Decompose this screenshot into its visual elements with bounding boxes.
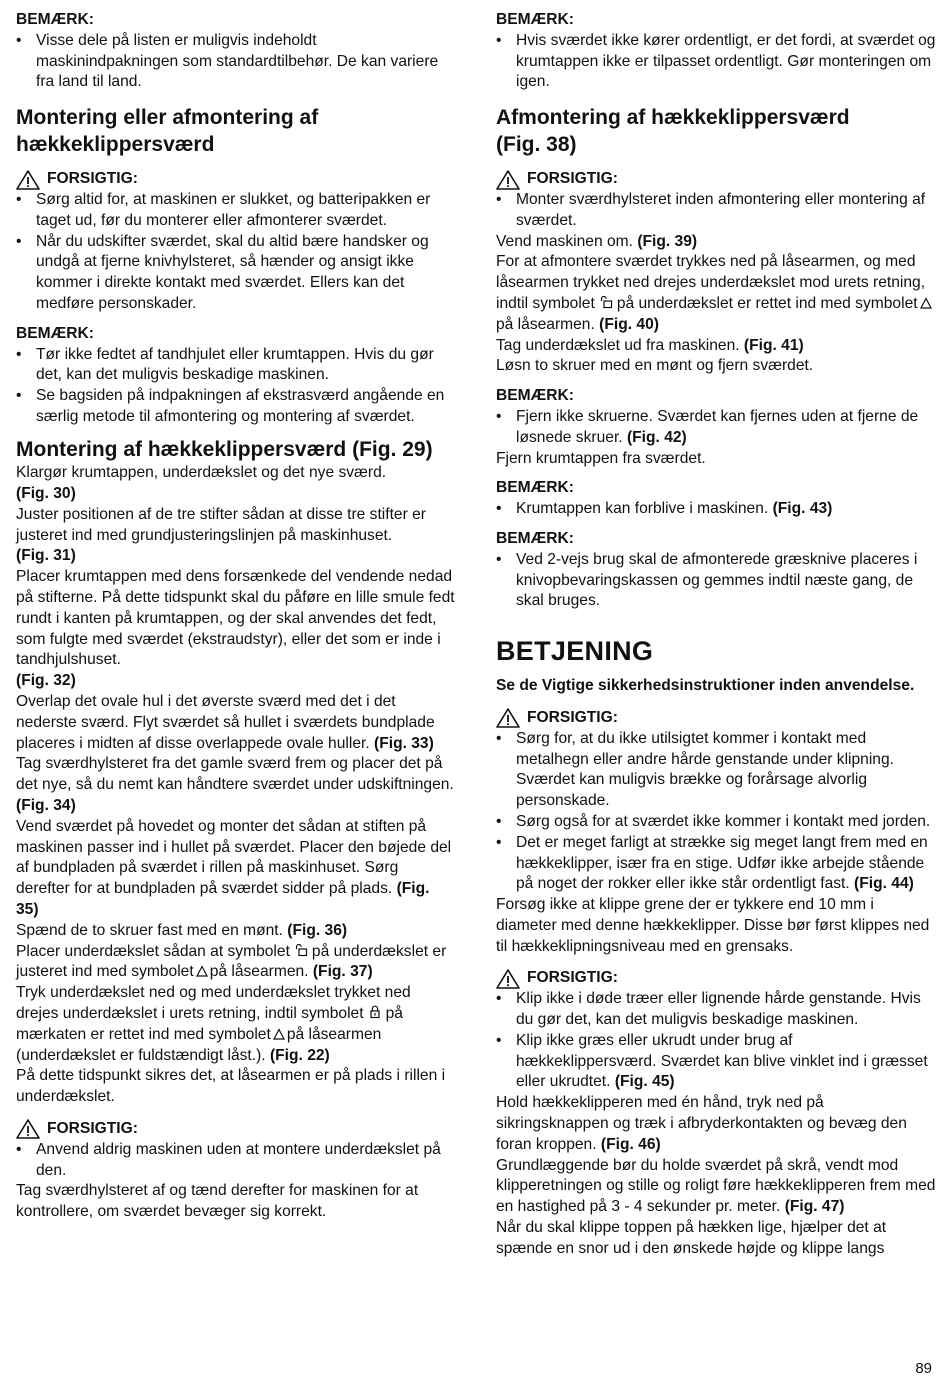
caution-list — [16, 1140, 456, 1182]
page-number: 89 — [915, 1360, 932, 1377]
paragraph-text: Spænd de to skruer fast med en mønt. — [16, 921, 283, 939]
list-item: • Sørg altid for, at maskinen er slukket, og batteripakken er taget ud, før du monterer eller afmonterer sværdet. — [16, 190, 456, 232]
paragraph-text: Placer krumtappen med dens forsænkede del vendende nedad på stifterne. På dette tidspunkt skal du påføre en lille smule fedt rundt i kanten på krumtappen, og der skal anvendes det fedt, som fulgte med sværdet (ekstraudstyr), eller det som er inde i tandhjulshuset. — [16, 568, 455, 669]
figure-ref: (Fig. 41) — [743, 336, 804, 354]
caution-heading — [16, 169, 456, 190]
paragraph — [16, 942, 456, 984]
warning-triangle-icon — [16, 170, 40, 190]
list-item: • Ved 2-vejs brug skal de afmonterede græsknive placeres i knivopbevaringskassen og gemmes indtil næste gang, de skal bruges. — [496, 550, 936, 612]
list-item-text: Fjern ikke skruerne. Sværdet kan fjernes uden at fjerne de løsnede skruer. — [516, 407, 919, 446]
paragraph-text: Vend maskinen om. — [496, 232, 633, 250]
lock-symbol-icon — [368, 1005, 382, 1019]
paragraph-text: Klargør krumtappen, underdækslet og det nye sværd. — [16, 464, 387, 482]
list-item-text: Det er meget farligt at strække sig meget langt frem med en hækkeklipper, især fra en stige. Udfør ikke arbejde stående på noget der rokker eller ikke står ordentligt fast. — [516, 833, 928, 893]
paragraph — [16, 463, 456, 505]
paragraph-text: på underdækslet er rettet ind med symbolet — [616, 294, 918, 312]
note-list — [16, 345, 456, 428]
list-item-text: Klip ikke græs eller ukrudt under brug af hækkeklippersværd. Sværdet kan blive vinklet ind i græsset eller ukrudtet. — [516, 1031, 928, 1091]
paragraph-text: på underdækslet er justeret ind med symbolet — [16, 942, 447, 981]
figure-ref: (Fig. 31) — [16, 547, 76, 565]
paragraph — [16, 983, 456, 1066]
paragraph-text: Tryk underdækslet ned og med underdækslet trykket ned drejes underdækslet i urets retning, indtil symbolet — [16, 984, 411, 1022]
paragraph-text: Tag underdækslet ud fra maskinen. — [496, 336, 740, 354]
caution-list — [496, 190, 936, 232]
figure-ref: (Fig. 40) — [599, 315, 659, 333]
warning-triangle-icon — [496, 170, 520, 190]
paragraph-text: Vend sværdet på hovedet og monter det sådan at stiften på maskinen passer ind i hullet på sværdet. Placer den bøjede del af bundpladen på sværdet i rillen på maskinhuset. Sørg derefter for at bundpladen på sværdet sidder på plads. — [16, 817, 452, 898]
caution-label: FORSIGTIG: — [527, 708, 618, 726]
list-item: • Når du udskifter sværdet, skal du altid bære handsker og undgå at fjerne knivhylsteret, så hænder og ansigt ikke kommer i direkte kontakt med sværdet. Ellers kan det medføre personskader. — [16, 232, 456, 315]
figure-ref: (Fig. 42) — [626, 428, 687, 446]
figure-ref: (Fig. 22) — [269, 1046, 330, 1064]
figure-ref: (Fig. 39) — [637, 232, 698, 250]
paragraph: Når du skal klippe toppen på hækken lige, hjælper det at spænde en snor ud i den ønskede højde og klippe langs — [496, 1219, 887, 1257]
paragraph — [16, 567, 456, 692]
paragraph: Fjern krumtappen fra sværdet. — [496, 449, 706, 467]
list-item — [496, 833, 936, 895]
caution-list — [496, 729, 936, 895]
caution-heading — [16, 1119, 456, 1140]
paragraph: På dette tidspunkt sikres det, at låsearmen er på plads i rillen i underdækslet. — [16, 1067, 446, 1106]
heading-text: (Fig. 38) — [496, 132, 577, 156]
note-list — [16, 31, 456, 93]
figure-ref: (Fig. 46) — [600, 1135, 661, 1153]
section-heading-mounting-unmounting: Montering eller afmontering af hækkeklippersværd — [16, 106, 319, 156]
paragraph-text: på låsearmen. — [496, 315, 595, 333]
paragraph — [496, 1093, 936, 1155]
list-item: • Tør ikke fedtet af tandhjulet eller krumtappen. Hvis du gør det, kan det muligvis beskadige maskinen. — [16, 345, 456, 387]
paragraph — [16, 505, 456, 567]
chapter-heading-operation: BETJENING — [496, 636, 654, 667]
paragraph — [496, 252, 936, 335]
list-item: • Se bagsiden på indpakningen af ekstrasværd angående en særlig metode til afmontering og montering af sværdet. — [16, 386, 456, 428]
paragraph — [496, 232, 936, 253]
figure-ref: (Fig. 33) — [374, 734, 434, 752]
caution-heading — [496, 968, 936, 989]
left-column — [16, 10, 456, 1223]
paragraph — [16, 754, 456, 816]
note-label: BEMÆRK: — [496, 529, 574, 547]
list-item: • Sørg også for at sværdet ikke kommer i kontakt med jorden. — [496, 812, 936, 833]
list-item-text: Krumtappen kan forblive i maskinen. — [516, 500, 769, 518]
safety-note: Se de Vigtige sikkerhedsinstruktioner inden anvendelse. — [496, 677, 915, 695]
paragraph-text: Hold hækkeklipperen med én hånd, tryk ned på sikringsknappen og træk i afbryderkontakten og bevæg den foran kroppen. — [496, 1094, 907, 1153]
paragraph: Tag sværdhylsteret af og tænd derefter for maskinen for at kontrollere, om sværdet bevæger sig korrekt. — [16, 1182, 419, 1221]
paragraph — [16, 692, 456, 754]
caution-label: FORSIGTIG: — [527, 969, 618, 987]
paragraph — [16, 921, 456, 942]
note-list — [496, 550, 936, 612]
note-list — [496, 31, 936, 93]
figure-ref: (Fig. 44) — [854, 875, 914, 893]
figure-ref: (Fig. 36) — [287, 921, 348, 939]
list-item: • Hvis sværdet ikke kører ordentligt, er det fordi, at sværdet og krumtappen ikke er tilpasset ordentligt. Gør monteringen om igen. — [496, 31, 936, 93]
warning-triangle-icon — [16, 1119, 40, 1139]
list-item: • Anvend aldrig maskinen uden at montere underdækslet på den. — [16, 1140, 456, 1182]
figure-ref: (Fig. 30) — [16, 485, 76, 503]
paragraph — [496, 1156, 936, 1218]
paragraph-text: Grundlæggende bør du holde sværdet på skrå, vendt mod klipperetningen og stille og roligt føre hækkeklipperen frem med en hastighed på 3 - 4 sekunder pr. meter. — [496, 1156, 936, 1216]
note-label: BEMÆRK: — [16, 11, 94, 28]
figure-ref: (Fig. 35) — [16, 880, 430, 918]
figure-ref: (Fig. 34) — [16, 797, 76, 814]
section-heading-mounting: Montering af hækkeklippersværd (Fig. 29) — [16, 437, 433, 461]
list-item: • Visse dele på listen er muligvis indeholdt maskinindpakningen som standardtilbehør. De kan variere fra land til land. — [16, 31, 456, 93]
paragraph — [16, 817, 456, 921]
warning-triangle-icon — [496, 708, 520, 728]
unlock-symbol-icon — [294, 943, 308, 957]
note-label: BEMÆRK: — [496, 11, 574, 28]
figure-ref: (Fig. 32) — [16, 672, 76, 690]
figure-ref: (Fig. 47) — [784, 1198, 845, 1216]
heading-text: Afmontering af hækkeklippersværd — [496, 106, 850, 130]
list-item — [496, 1031, 936, 1093]
paragraph: Forsøg ikke at klippe grene der er tykkere end 10 mm i diameter med denne hækkeklipper. Disse bør først klippes ned til hækkeklipningsniveau med en grensaks. — [496, 896, 930, 955]
figure-ref: (Fig. 43) — [772, 500, 833, 518]
list-item: • Klip ikke i døde træer eller lignende hårde genstande. Hvis du gør det, kan det muligvis beskadige maskinen. — [496, 989, 936, 1031]
unlock-symbol-icon — [599, 295, 613, 309]
paragraph-text: Placer underdækslet sådan at symbolet — [16, 942, 290, 960]
caution-heading — [496, 169, 936, 190]
note-list — [496, 407, 936, 449]
caution-list — [496, 989, 936, 1093]
paragraph-text: på mærkaten er rettet ind med symbolet — [16, 1004, 403, 1043]
note-label: BEMÆRK: — [496, 387, 574, 405]
triangle-symbol-icon — [196, 965, 208, 977]
list-item — [496, 499, 936, 520]
triangle-symbol-icon — [273, 1028, 285, 1040]
figure-ref: (Fig. 37) — [312, 963, 373, 981]
right-column — [496, 10, 936, 1260]
paragraph-text: på låsearmen (underdækslet er fuldstændigt låst.). — [16, 1025, 382, 1064]
paragraph-text: For at afmontere sværdet trykkes ned på låsearmen, og med låsearmen trykket ned drejes underdækslet mod urets retning, indtil symbolet — [496, 253, 926, 312]
list-item — [496, 407, 936, 449]
list-item: • Sørg for, at du ikke utilsigtet kommer i kontakt med metalhegn eller andre hårde genstande under klipning. Sværdet kan muligvis brække og forårsage alvorlig personskade. — [496, 729, 936, 812]
section-heading-unmounting — [496, 105, 936, 158]
paragraph-text: Overlap det ovale hul i det øverste sværd med det i det nederste sværd. Flyt sværdet så hullet i sværdets bundplade placeres i midten af disse overlappede ovale huller. — [16, 693, 435, 752]
caution-label: FORSIGTIG: — [527, 170, 618, 188]
figure-ref: (Fig. 45) — [614, 1073, 675, 1091]
warning-triangle-icon — [496, 969, 520, 989]
paragraph-text: Tag sværdhylsteret fra det gamle sværd frem og placer det på det nye, så du nemt kan håndtere sværdet under udskiftningen. — [16, 755, 454, 794]
caution-label: FORSIGTIG: — [47, 170, 138, 188]
note-list — [496, 499, 936, 520]
note-label: BEMÆRK: — [496, 479, 574, 497]
paragraph — [496, 336, 936, 357]
note-label: BEMÆRK: — [16, 324, 94, 342]
list-item: • Monter sværdhylsteret inden afmontering eller montering af sværdet. — [496, 190, 936, 232]
paragraph: Løsn to skruer med en mønt og fjern sværdet. — [496, 357, 814, 375]
caution-label: FORSIGTIG: — [47, 1119, 138, 1137]
paragraph-text: Juster positionen af de tre stifter sådan at disse tre stifter er justeret ind med grundjusteringslinjen på maskinhuset. — [16, 505, 426, 544]
caution-list — [16, 190, 456, 315]
triangle-symbol-icon — [920, 297, 932, 309]
paragraph-text: på låsearmen. — [209, 963, 309, 981]
caution-heading — [496, 708, 936, 729]
